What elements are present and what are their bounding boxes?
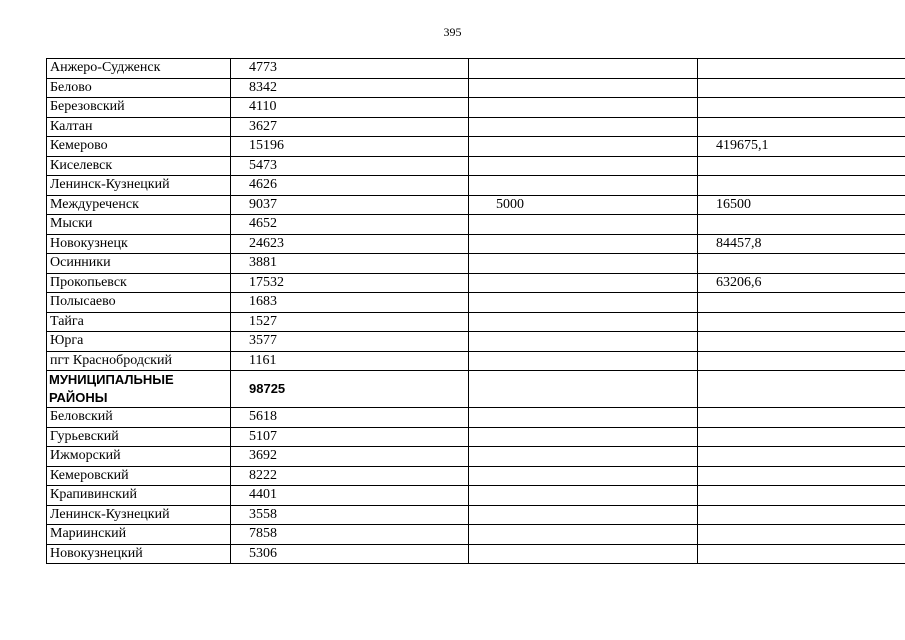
municipality-cell: Осинники (47, 254, 231, 274)
table-row (47, 59, 905, 79)
value-cell-3 (698, 544, 905, 564)
value-cell-3 (698, 293, 905, 313)
municipality-cell: Крапивинский (47, 486, 231, 506)
value-cell-2 (469, 117, 698, 137)
value-cell-1: 3558 (231, 505, 469, 525)
table-row (47, 254, 905, 274)
municipality-cell: Ижморский (47, 447, 231, 467)
value-cell-2 (469, 447, 698, 467)
value-cell-2 (469, 254, 698, 274)
value-cell-1: 4110 (231, 98, 469, 118)
value-cell-2 (469, 427, 698, 447)
value-cell-2: 5000 (469, 195, 698, 215)
table-row (47, 466, 905, 486)
value-cell-2 (469, 78, 698, 98)
value-cell-3 (698, 254, 905, 274)
value-cell-3: 16500 (698, 195, 905, 215)
municipality-cell: Мыски (47, 215, 231, 235)
municipality-cell: Ленинск-Кузнецкий (47, 176, 231, 196)
municipality-cell: Беловский (47, 408, 231, 428)
table-row (47, 312, 905, 332)
value-cell-1: 8342 (231, 78, 469, 98)
value-cell-3 (698, 427, 905, 447)
table-row (47, 176, 905, 196)
value-cell-1: 4626 (231, 176, 469, 196)
value-cell-3 (698, 59, 905, 79)
value-cell-1: 4401 (231, 486, 469, 506)
value-cell-3 (698, 447, 905, 467)
table-row (47, 137, 905, 157)
value-cell-3 (698, 408, 905, 428)
value-cell-2 (469, 156, 698, 176)
municipality-cell: Полысаево (47, 293, 231, 313)
municipality-cell: Юрга (47, 332, 231, 352)
value-cell-1: 24623 (231, 234, 469, 254)
value-cell-2 (469, 351, 698, 371)
table-row (47, 505, 905, 525)
municipality-cell: Гурьевский (47, 427, 231, 447)
value-cell-1: 5473 (231, 156, 469, 176)
value-cell-2 (469, 293, 698, 313)
value-cell-2 (469, 98, 698, 118)
value-cell-1: 3627 (231, 117, 469, 137)
value-cell-2 (469, 371, 698, 408)
value-cell-2 (469, 273, 698, 293)
municipality-cell: Прокопьевск (47, 273, 231, 293)
value-cell-2 (469, 505, 698, 525)
value-cell-3 (698, 505, 905, 525)
value-cell-2 (469, 234, 698, 254)
table-body (47, 59, 905, 564)
value-cell-2 (469, 176, 698, 196)
value-cell-2 (469, 486, 698, 506)
table-section-row (47, 371, 905, 408)
value-cell-3 (698, 466, 905, 486)
municipality-cell: МУНИЦИПАЛЬНЫЕ РАЙОНЫ (47, 371, 231, 408)
value-cell-3 (698, 117, 905, 137)
value-cell-1: 17532 (231, 273, 469, 293)
municipality-cell: Междуреченск (47, 195, 231, 215)
value-cell-1: 3881 (231, 254, 469, 274)
value-cell-1: 8222 (231, 466, 469, 486)
value-cell-1: 5306 (231, 544, 469, 564)
value-cell-2 (469, 215, 698, 235)
value-cell-2 (469, 59, 698, 79)
municipality-cell: Ленинск-Кузнецкий (47, 505, 231, 525)
value-cell-1: 5618 (231, 408, 469, 428)
value-cell-3: 84457,8 (698, 234, 905, 254)
value-cell-1: 1161 (231, 351, 469, 371)
value-cell-3: 63206,6 (698, 273, 905, 293)
municipality-cell: Белово (47, 78, 231, 98)
value-cell-2 (469, 466, 698, 486)
value-cell-3 (698, 371, 905, 408)
municipality-cell: Мариинский (47, 525, 231, 545)
value-cell-1: 7858 (231, 525, 469, 545)
table-row (47, 293, 905, 313)
value-cell-3 (698, 215, 905, 235)
table-row (47, 78, 905, 98)
table-row (47, 156, 905, 176)
table-row (47, 427, 905, 447)
municipality-cell: Кемеровский (47, 466, 231, 486)
value-cell-1: 4652 (231, 215, 469, 235)
table-row (47, 408, 905, 428)
value-cell-1: 5107 (231, 427, 469, 447)
value-cell-3 (698, 332, 905, 352)
table-row (47, 351, 905, 371)
table-row (47, 273, 905, 293)
municipality-cell: Новокузнецкий (47, 544, 231, 564)
table-row (47, 98, 905, 118)
value-cell-3 (698, 525, 905, 545)
value-cell-1: 3692 (231, 447, 469, 467)
value-cell-3 (698, 351, 905, 371)
value-cell-1: 3577 (231, 332, 469, 352)
value-cell-2 (469, 312, 698, 332)
value-cell-3 (698, 312, 905, 332)
municipality-cell: Тайга (47, 312, 231, 332)
table-row (47, 234, 905, 254)
municipality-cell: Киселевск (47, 156, 231, 176)
value-cell-1: 15196 (231, 137, 469, 157)
value-cell-1: 4773 (231, 59, 469, 79)
value-cell-3 (698, 486, 905, 506)
allocation-table (46, 58, 905, 564)
value-cell-1: 98725 (231, 371, 469, 408)
municipality-cell: Березовский (47, 98, 231, 118)
municipality-cell: пгт Краснобродский (47, 351, 231, 371)
table-row (47, 447, 905, 467)
value-cell-2 (469, 544, 698, 564)
value-cell-1: 9037 (231, 195, 469, 215)
value-cell-3: 419675,1 (698, 137, 905, 157)
table-row (47, 544, 905, 564)
value-cell-3 (698, 156, 905, 176)
municipality-cell: Кемерово (47, 137, 231, 157)
value-cell-3 (698, 176, 905, 196)
value-cell-1: 1527 (231, 312, 469, 332)
page-number: 395 (443, 25, 462, 39)
value-cell-2 (469, 525, 698, 545)
municipality-cell: Анжеро-Судженск (47, 59, 231, 79)
value-cell-2 (469, 332, 698, 352)
table-row (47, 195, 905, 215)
municipality-cell: Калтан (47, 117, 231, 137)
table-row (47, 117, 905, 137)
value-cell-3 (698, 78, 905, 98)
value-cell-2 (469, 408, 698, 428)
value-cell-3 (698, 98, 905, 118)
table-row (47, 332, 905, 352)
municipality-cell: Новокузнецк (47, 234, 231, 254)
table-row (47, 215, 905, 235)
value-cell-2 (469, 137, 698, 157)
value-cell-1: 1683 (231, 293, 469, 313)
table-row (47, 525, 905, 545)
table-row (47, 486, 905, 506)
